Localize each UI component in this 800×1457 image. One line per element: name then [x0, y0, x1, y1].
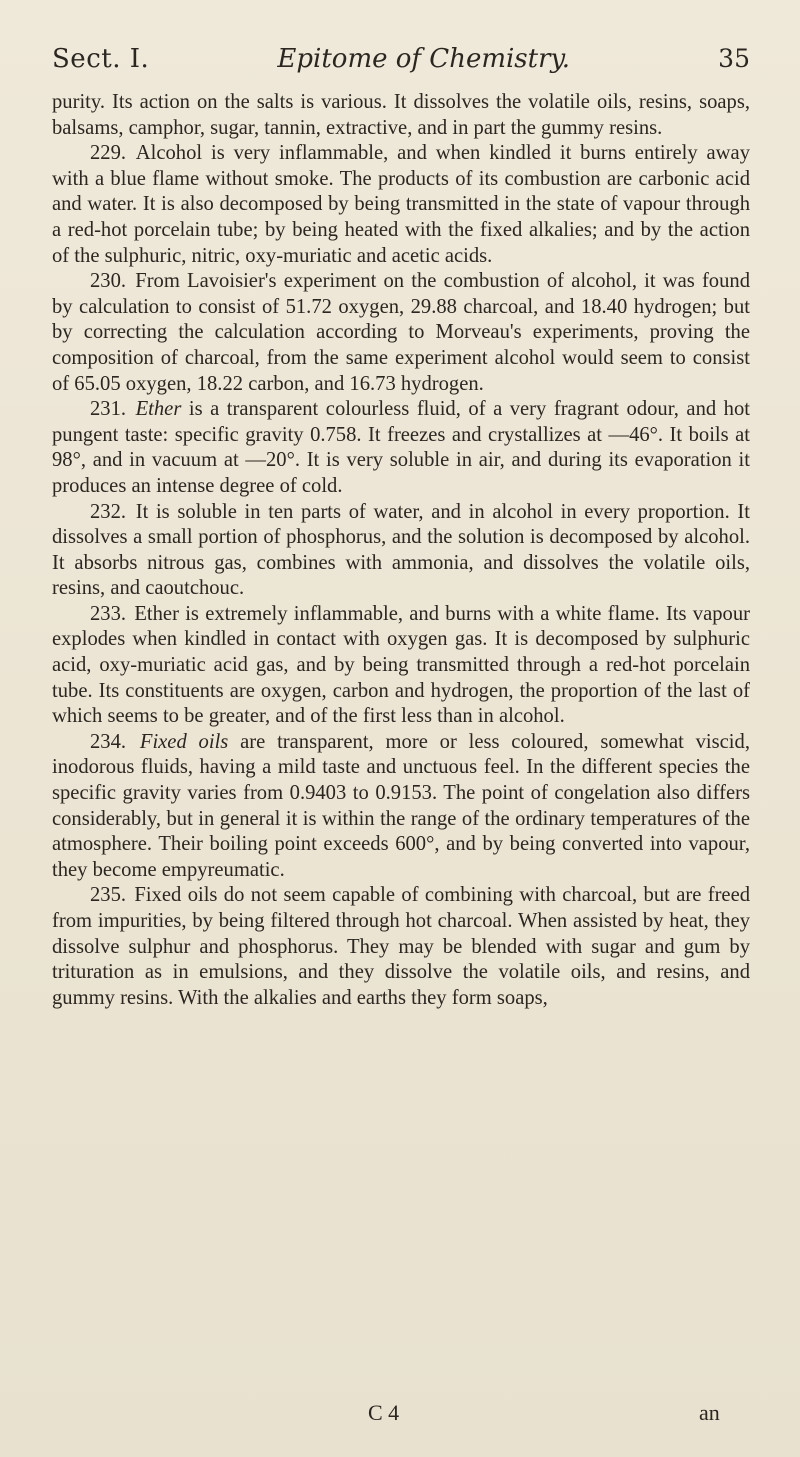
paragraph-229 [52, 141, 750, 269]
paragraph-italic-lead: Ether [135, 398, 182, 421]
paragraph-233 [52, 602, 750, 730]
paragraph-text: Alcohol is very inflammable, and when kindled it burns entirely away with a blue flame without smoke. The products of its combustion are carbonic acid and water. It is also decomposed by being transmitted in the state of vapour through a red-hot porcelain tube; by being heated with the fixed alkalies; and by the action of the sulphuric, nitric, oxy-muriatic and acetic acids. [52, 142, 750, 267]
signature-mark: C 4 [368, 1400, 400, 1425]
paragraph-230 [52, 269, 750, 397]
paragraph-number: 231. [90, 398, 127, 421]
paragraph-234 [52, 730, 750, 884]
paragraph-text: From Lavoisier's experiment on the combustion of alcohol, it was found by calculation to consist of 51.72 oxygen, 29.88 charcoal, and 18.40 hydrogen; but by correcting the calculation according to Morveau's experiments, proving the composition of charcoal, from the same experiment alcohol would seem to consist of 65.05 oxygen, 18.22 carbon, and 16.73 hydrogen. [52, 270, 750, 395]
paragraph-continued [52, 90, 750, 141]
body-text [52, 90, 750, 1011]
paragraph-235 [52, 883, 750, 1011]
paragraph-text: Ether is extremely inflammable, and burns with a white flame. Its vapour explodes when kindled in contact with oxygen gas. It is decomposed by sulphuric acid, oxy-muriatic acid gas, and by being transmitted through a red-hot porcelain tube. Its constituents are oxygen, carbon and hydrogen, the proportion of the last of which seems to be greater, and of the first less than in alcohol. [52, 602, 750, 728]
paragraph-text: purity. Its action on the salts is various. It dissolves the volatile oils, resins, soaps, balsams, camphor, sugar, tannin, extractive, and in part the gummy resins. [52, 91, 750, 139]
paragraph-number: 234. [90, 730, 127, 753]
paragraph-text: It is soluble in ten parts of water, and in alcohol in every proportion. It dissolves a small portion of phosphorus, and the solution is decomposed by alcohol. It absorbs nitrous gas, combines with ammonia, and dissolves the volatile oils, resins, and caoutchouc. [52, 500, 750, 600]
paragraph-text: Fixed oils do not seem capable of combining with charcoal, but are freed from impurities, by being filtered through hot charcoal. When assisted by heat, they dissolve sulphur and phosphorus. They may be blended with sugar and gum by trituration as in emulsions, and they dissolve the volatile oils, and resins, and gummy resins. With the alkalies and earths they form soaps, [52, 884, 751, 1009]
section-label: Sect. I. [52, 44, 150, 74]
running-title: Epitome of Chemistry. [277, 44, 571, 74]
paragraph-number: 229. [90, 142, 127, 165]
paragraph-number: 230. [90, 270, 127, 293]
paragraph-232 [52, 500, 750, 602]
paragraph-text: are transparent, more or less coloured, somewhat viscid, inodorous fluids, having a mild taste and unctuous feel. In the different species the specific gravity varies from 0.9403 to 0.9153. The point of congelation also differs considerably, but in general it is within the range of the ordinary temperatures of the atmosphere. Their boiling point exceeds 600°, and by being converted into vapour, they become empyreumatic. [52, 730, 750, 881]
paragraph-number: 235. [90, 884, 127, 907]
paragraph-italic-lead: Fixed oils [139, 730, 229, 753]
running-header [52, 44, 750, 84]
paragraph-text: is a transparent colourless fluid, of a very fragrant odour, and hot pungent taste: specific gravity 0.758. It freezes and crystallizes at —46°. It boils at 98°, and in vacuum at —20°. It is very soluble in air, and during its evaporation it produces an intense degree of cold. [52, 398, 751, 497]
page-number: 35 [718, 44, 750, 73]
paragraph-number: 232. [90, 500, 127, 523]
paragraph-number: 233. [90, 602, 127, 625]
paragraph-231 [52, 397, 750, 499]
catchword: an [699, 1400, 720, 1425]
